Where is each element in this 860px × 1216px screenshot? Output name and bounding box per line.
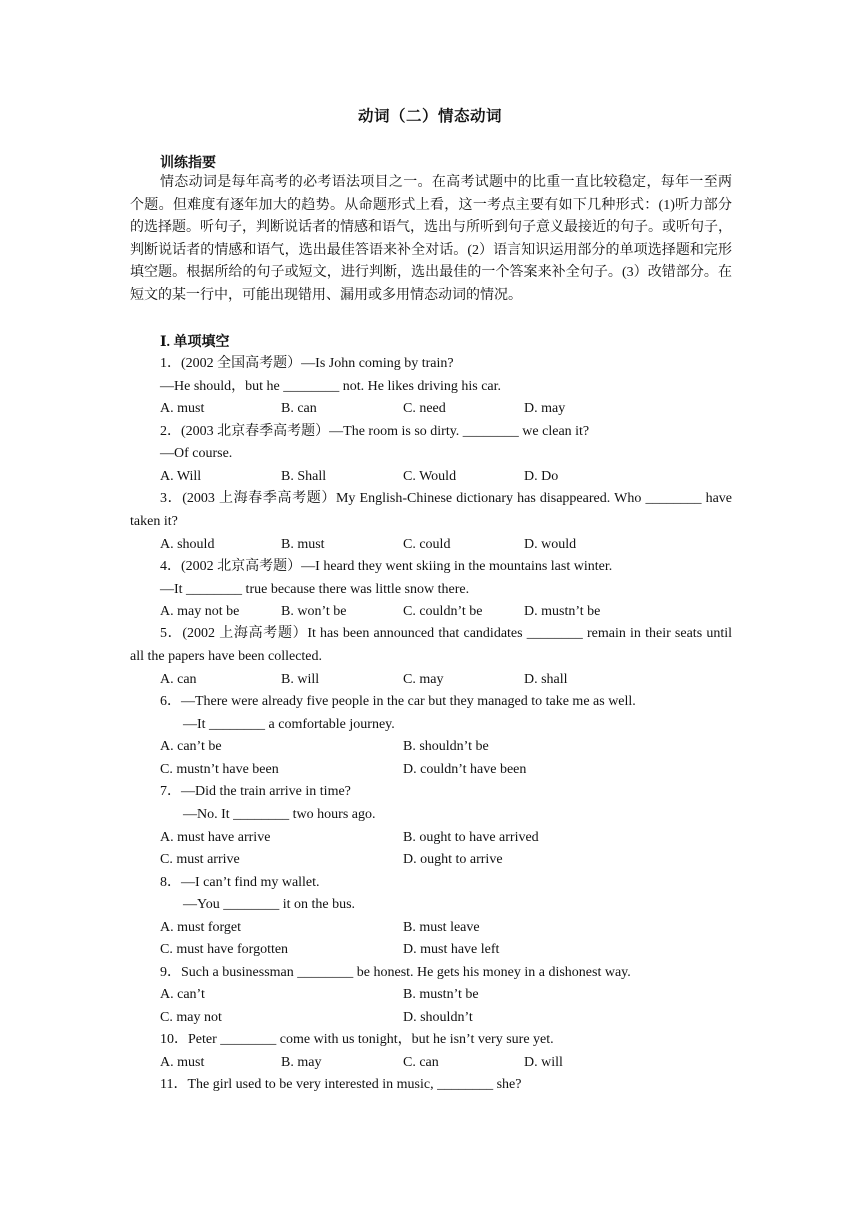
question-2-reply: —Of course. xyxy=(160,446,233,461)
option-d: D. must have left xyxy=(403,942,500,957)
option-c: C. may xyxy=(403,672,444,687)
option-d: D. shouldn’t xyxy=(403,1010,473,1025)
option-a: A. must xyxy=(160,401,205,416)
question-6-reply: —It ________ a comfortable journey. xyxy=(183,717,395,732)
option-c: C. may not xyxy=(160,1010,222,1025)
option-a: A. should xyxy=(160,537,215,552)
question-4-stem: 4．(2002 北京高考题）—I heard they went skiing in the mountains last winter. xyxy=(160,559,613,574)
section-heading: Ⅰ. 单项填空 xyxy=(160,335,230,350)
option-c: C. mustn’t have been xyxy=(160,762,279,777)
question-8-stem: 8．—I can’t find my wallet. xyxy=(160,875,320,890)
option-c: C. Would xyxy=(403,469,457,484)
option-c: C. could xyxy=(403,537,451,552)
option-b: B. may xyxy=(281,1055,322,1070)
question-4-reply: —It ________ true because there was little snow there. xyxy=(160,582,470,597)
guide-paragraph: 情态动词是每年高考的必考语法项目之一。在高考试题中的比重一直比较稳定，每年一至两个题。但难度有逐年加大的趋势。从命题形式上看，这一考点主要有如下几种形式：(1)听力部分的选择题。听句子，判断说话者的情感和语气，选出与所听到句子意义最接近的句子。或听句子，判断说话者的情感和语气，选出最佳答语来补全对话。(2）语言知识运用部分的单项选择题和完形填空题。根据所给的句子或短文，进行判断，选出最佳的一个答案来补全句子。(3）改错部分。在短文的某一行中，可能出现错用、漏用或多用情态动词的情况。 xyxy=(130,175,732,303)
option-c: C. need xyxy=(403,401,446,416)
guide-heading: 训练指要 xyxy=(160,156,216,171)
question-7-stem: 7．—Did the train arrive in time? xyxy=(160,784,351,799)
question-8-reply: —You ________ it on the bus. xyxy=(183,897,356,912)
option-d: D. will xyxy=(524,1055,563,1070)
option-b: B. Shall xyxy=(281,469,327,484)
page-title: 动词（二）情态动词 xyxy=(357,108,502,125)
question-7-reply: —No. It ________ two hours ago. xyxy=(183,807,376,822)
question-10-stem: 10．Peter ________ come with us tonight，but he isn’t very sure yet. xyxy=(160,1032,554,1047)
option-d: D. would xyxy=(524,537,577,552)
option-a: A. can’t xyxy=(160,987,205,1002)
option-d: D. couldn’t have been xyxy=(403,762,527,777)
option-a: A. may not be xyxy=(160,604,240,619)
option-d: D. mustn’t be xyxy=(524,604,601,619)
option-a: A. must have arrive xyxy=(160,830,271,845)
option-b: B. must leave xyxy=(403,920,480,935)
option-d: D. Do xyxy=(524,469,559,484)
option-c: C. must have forgotten xyxy=(160,942,289,957)
option-b: B. can xyxy=(281,401,317,416)
option-a: A. must xyxy=(160,1055,205,1070)
question-3-stem: 3．(2003 上海春季高考题）My English-Chinese dictionary has disappeared. Who ________ have taken it? xyxy=(130,491,732,529)
option-b: B. must xyxy=(281,537,325,552)
option-b: B. won’t be xyxy=(281,604,347,619)
option-b: B. mustn’t be xyxy=(403,987,479,1002)
option-a: A. can’t be xyxy=(160,739,222,754)
option-a: A. must forget xyxy=(160,920,242,935)
option-c: C. can xyxy=(403,1055,439,1070)
question-9-stem: 9．Such a businessman ________ be honest. He gets his money in a dishonest way. xyxy=(160,965,631,980)
option-a: A. Will xyxy=(160,469,202,484)
option-b: B. ought to have arrived xyxy=(403,830,539,845)
question-2-stem: 2．(2003 北京春季高考题）—The room is so dirty. ________ we clean it? xyxy=(160,424,590,439)
question-1-stem: 1．(2002 全国高考题）—Is John coming by train? xyxy=(160,356,454,371)
option-b: B. will xyxy=(281,672,320,687)
option-b: B. shouldn’t be xyxy=(403,739,489,754)
option-a: A. can xyxy=(160,672,197,687)
option-c: C. couldn’t be xyxy=(403,604,483,619)
option-d: D. shall xyxy=(524,672,568,687)
option-d: D. ought to arrive xyxy=(403,852,503,867)
question-5-stem: 5．(2002 上海高考题）It has been announced that candidates ________ remain in their seats until all the papers have been collected. xyxy=(130,626,732,664)
option-c: C. must arrive xyxy=(160,852,240,867)
question-1-reply: —He should，but he ________ not. He likes driving his car. xyxy=(160,379,502,394)
question-11-stem: 11．The girl used to be very interested in music, ________ she? xyxy=(160,1077,522,1092)
option-d: D. may xyxy=(524,401,566,416)
question-6-stem: 6．—There were already five people in the car but they managed to take me as well. xyxy=(160,694,636,709)
